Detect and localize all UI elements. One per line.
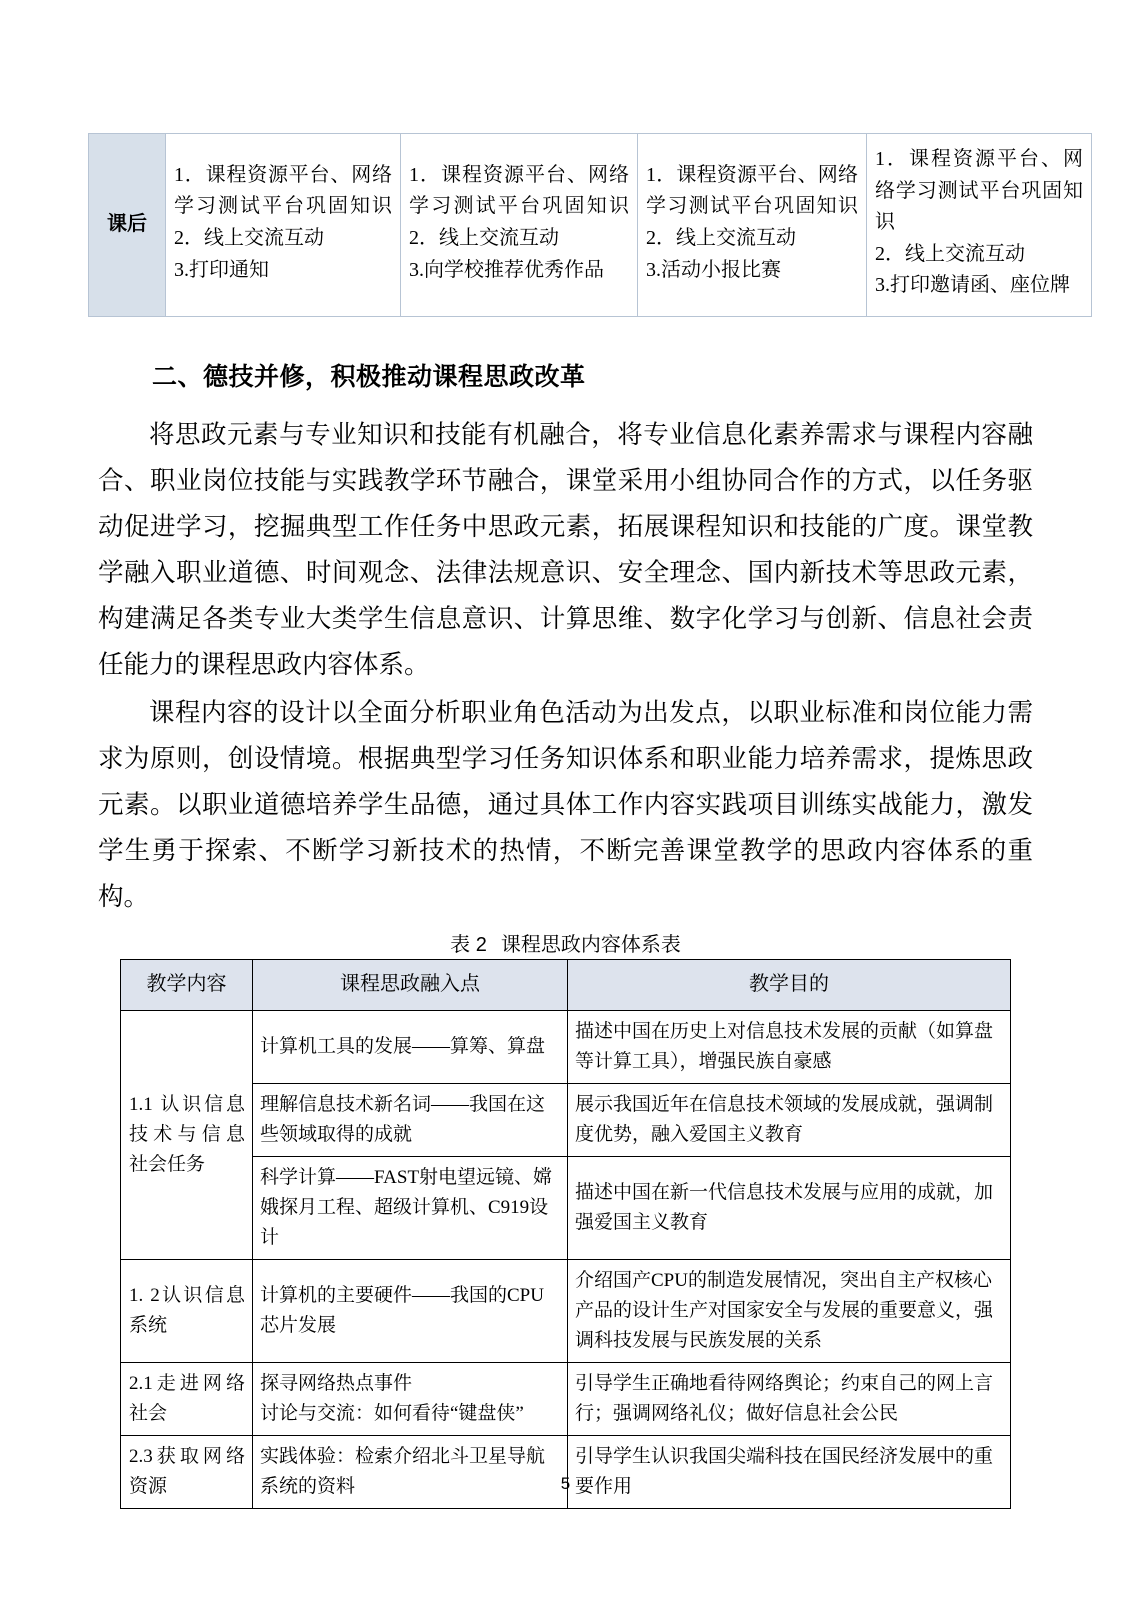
cell-line: 3.向学校推荐优秀作品: [409, 258, 604, 281]
after-class-cell-1: [166, 134, 401, 317]
integration-line: 探寻网络热点事件: [260, 1372, 413, 1394]
content-line: 系统: [129, 1314, 168, 1336]
cell-line: 3.打印邀请函、座位牌: [875, 274, 1070, 297]
table-row: [121, 1362, 1011, 1435]
content-line: 社会任务: [129, 1153, 206, 1175]
table-row: [121, 1259, 1011, 1362]
cell-teaching-content: [121, 1362, 253, 1435]
cell-teaching-content: [121, 1010, 253, 1259]
content-line: 1.1 认识信息: [129, 1093, 245, 1115]
content-line: 社会: [129, 1402, 168, 1424]
course-ideology-content-table: [120, 959, 1011, 1509]
content-line: 技术与信息: [129, 1123, 245, 1145]
content-line: 1. 2认识信息: [129, 1284, 245, 1306]
cell-teaching-purpose: 介绍国产CPU的制造发展情况，突出自主产权核心产品的设计生产对国家安全与发展的重要意义，强调科技发展与民族发展的关系: [568, 1259, 1011, 1362]
content-line: 资源: [129, 1475, 168, 1497]
cell-integration-point: 计算机工具的发展——算筹、算盘: [253, 1010, 568, 1083]
row-label-after-class: 课后: [89, 134, 166, 317]
cell-line: 2．线上交流互动: [646, 226, 796, 249]
cell-teaching-content: [121, 1259, 253, 1362]
table2-caption-label: 表 2: [450, 934, 487, 956]
body-paragraph-2: 课程内容的设计以全面分析职业角色活动为出发点，以职业标准和岗位能力需求为原则，创设情境。根据典型学习任务知识体系和职业能力培养需求，提炼思政元素。以职业道德培养学生品德，通过具体工作内容实践项目训练实战能力，激发学生勇于探索、不断学习新技术的热情，不断完善课堂教学的思政内容体系的重构。: [98, 698, 1033, 911]
column-header-teaching-content: 教学内容: [121, 960, 253, 1011]
table-row: [121, 1156, 1011, 1259]
cell-teaching-purpose: 展示我国近年在信息技术领域的发展成就，强调制度优势，融入爱国主义教育: [568, 1083, 1011, 1156]
cell-teaching-purpose: 描述中国在新一代信息技术发展与应用的成就，加强爱国主义教育: [568, 1156, 1011, 1259]
table-header-row: [121, 960, 1011, 1011]
content-line: 2.3获取网络: [129, 1445, 245, 1467]
cell-teaching-purpose: 引导学生正确地看待网络舆论；约束自己的网上言行；强调网络礼仪；做好信息社会公民: [568, 1362, 1011, 1435]
cell-teaching-purpose: 描述中国在历史上对信息技术发展的贡献（如算盘等计算工具），增强民族自豪感: [568, 1010, 1011, 1083]
cell-line: 1．课程资源平台、网络学习测试平台巩固知识: [646, 163, 858, 218]
cell-teaching-content: [121, 1435, 253, 1508]
column-header-teaching-purpose: 教学目的: [568, 960, 1011, 1011]
table-row: [121, 1010, 1011, 1083]
cell-line: 1．课程资源平台、网络学习测试平台巩固知识: [875, 148, 1083, 234]
cell-line: 2．线上交流互动: [875, 242, 1025, 265]
cell-teaching-purpose: 引导学生认识我国尖端科技在国民经济发展中的重要作用: [568, 1435, 1011, 1508]
cell-integration-point: 计算机的主要硬件——我国的CPU芯片发展: [253, 1259, 568, 1362]
table-row: [121, 1435, 1011, 1508]
page-number: 5: [560, 1474, 571, 1493]
continued-lesson-table: [88, 133, 1092, 317]
table-row: [121, 1083, 1011, 1156]
table2-caption-title: 课程思政内容体系表: [500, 934, 681, 956]
cell-line: 1．课程资源平台、网络学习测试平台巩固知识: [409, 163, 629, 218]
cell-line: 2．线上交流互动: [409, 226, 559, 249]
table2-caption: [0, 928, 1131, 957]
after-class-cell-2: [401, 134, 638, 317]
cell-integration-point: 理解信息技术新名词——我国在这些领域取得的成就: [253, 1083, 568, 1156]
body-paragraph-1: 将思政元素与专业知识和技能有机融合，将专业信息化素养需求与课程内容融合、职业岗位技能与实践教学环节融合，课堂采用小组协同合作的方式，以任务驱动促进学习，挖掘典型工作任务中思政元素，拓展课程知识和技能的广度。课堂教学融入职业道德、时间观念、法律法规意识、安全理念、国内新技术等思政元素，构建满足各类专业大类学生信息意识、计算思维、数字化学习与创新、信息社会责任能力的课程思政内容体系。: [98, 420, 1033, 679]
cell-integration-point: 实践体验：检索介绍北斗卫星导航系统的资料: [253, 1435, 568, 1508]
after-class-cell-4: [867, 134, 1092, 317]
after-class-cell-3: [638, 134, 867, 317]
integration-line: 讨论与交流：如何看待“键盘侠”: [260, 1402, 524, 1424]
column-header-integration-point: 课程思政融入点: [253, 960, 568, 1011]
section-heading: 二、德技并修，积极推动课程思政改革: [152, 363, 586, 391]
cell-integration-point: [253, 1362, 568, 1435]
content-line: 2.1走进网络: [129, 1372, 245, 1394]
cell-line: 2．线上交流互动: [174, 226, 324, 249]
cell-line: 3.活动小报比赛: [646, 258, 781, 281]
cell-line: 3.打印通知: [174, 258, 269, 281]
cell-line: 1．课程资源平台、网络学习测试平台巩固知识: [174, 163, 392, 218]
table-row: [89, 134, 1092, 317]
cell-integration-point: 科学计算——FAST射电望远镜、嫦娥探月工程、超级计算机、C919设计: [253, 1156, 568, 1259]
